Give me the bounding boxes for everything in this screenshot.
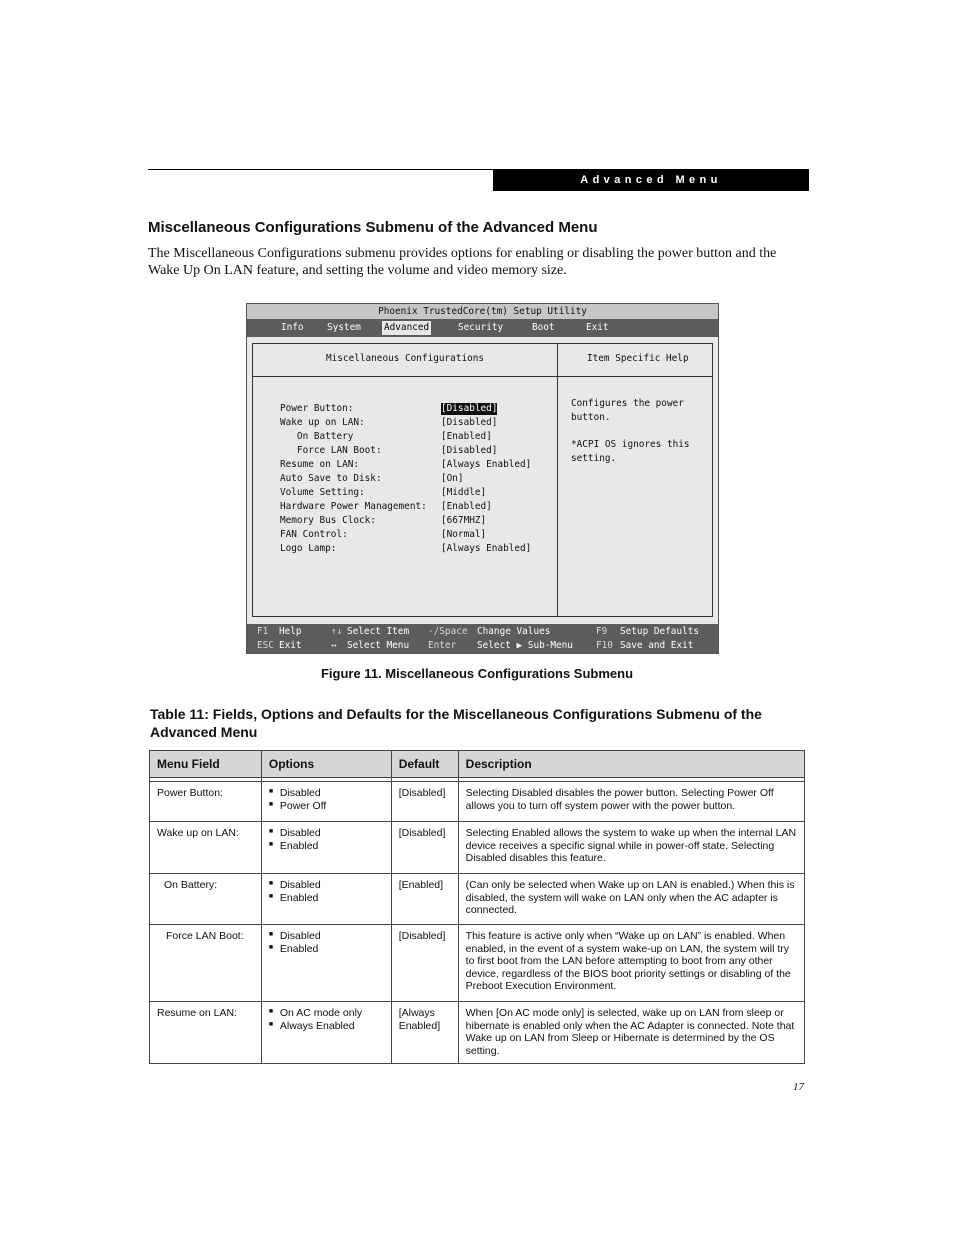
bios-value-resume-on-lan[interactable]: [Always Enabled] [441,459,532,470]
bios-content-frame [252,343,713,617]
cell-options [261,822,391,874]
cell-default: [Enabled] [391,874,458,925]
table-row [150,782,805,822]
key-change-values-label: Change Values [477,626,551,637]
bios-field-auto-save: Auto Save to Disk: [280,473,382,484]
bios-field-volume: Volume Setting: [280,487,365,498]
bios-value-auto-save[interactable]: [On] [441,473,464,484]
key-exit-label: Exit [279,640,302,651]
table-header-row [150,751,805,778]
bios-value-on-battery[interactable]: [Enabled] [441,431,492,442]
bios-tab-info[interactable]: Info [281,322,304,333]
option-item: ■ On AC mode only [269,1007,384,1020]
cell-description: When [On AC mode only] is selected, wake up on LAN from sleep or hibernate is enabled only when the AC Adapter is connected. Note that Wake up on LAN from Sleep or Hibernate is determined by the OS setting. [458,1002,804,1064]
cell-default: [Always Enabled] [391,1002,458,1064]
cell-default: [Disabled] [391,925,458,1002]
col-header-menu-field: Menu Field [150,751,262,778]
cell-field: Force LAN Boot: [150,925,262,1002]
key-esc: ESC [257,640,274,651]
bios-value-force-lan-boot[interactable]: [Disabled] [441,445,498,456]
fields-table [149,750,805,1064]
option-item: ■ Enabled [269,840,384,853]
key-leftright-arrows-icon: ↔ [331,640,337,651]
table-row [150,822,805,874]
bios-field-hw-power-mgmt: Hardware Power Management: [280,501,427,512]
bios-value-wake-up-on-lan[interactable]: [Disabled] [441,417,498,428]
col-header-default: Default [391,751,458,778]
bios-tab-advanced[interactable]: Advanced [384,322,430,333]
cell-options [261,1002,391,1064]
bios-field-memory-bus-clock: Memory Bus Clock: [280,515,376,526]
cell-description: This feature is active only when “Wake up on LAN” is enabled. When enabled, in the event of a system wake-up on LAN, the system will try to first boot from the LAN before attempting to boot from any other device, regardless of the BIOS boot priority settings or disabling of the Preboot Execution Environment. [458,925,804,1002]
bios-value-hw-power-mgmt[interactable]: [Enabled] [441,501,492,512]
cell-description: Selecting Enabled allows the system to wake up when the internal LAN device receives a specific signal while in power-off state. Selecting Disabled disables this feature. [458,822,804,874]
page-number: 17 [793,1081,804,1093]
bios-help-title: Item Specific Help [587,353,689,364]
bios-menu-bar [247,319,718,337]
key-f10: F10 [596,640,613,651]
bios-tab-exit[interactable]: Exit [586,322,609,333]
cell-options [261,782,391,822]
cell-description: (Can only be selected when Wake up on LAN is enabled.) When this is disabled, the system will wake on LAN only when the AC adapter is connected. [458,874,804,925]
bios-value-power-button[interactable]: [Disabled] [441,403,498,414]
option-item: ■ Disabled [269,930,384,943]
option-item: ■ Disabled [269,879,384,892]
bios-help-line: button. [571,412,611,423]
table-row [150,874,805,925]
cell-field: Resume on LAN: [150,1002,262,1064]
option-item: ■ Disabled [269,827,384,840]
key-enter: Enter [428,640,457,651]
bios-field-fan-control: FAN Control: [280,529,348,540]
intro-paragraph [148,245,798,279]
cell-default: [Disabled] [391,782,458,822]
section-heading: Miscellaneous Configurations Submenu of the Advanced Menu [148,219,598,236]
bios-value-logo-lamp[interactable]: [Always Enabled] [441,543,532,554]
bios-tab-system[interactable]: System [327,322,361,333]
bios-panel-title: Miscellaneous Configurations [326,353,485,364]
intro-line-2: Wake Up On LAN feature, and setting the volume and video memory size. [148,263,567,278]
bios-help-line: Configures the power [571,398,684,409]
bios-tab-boot[interactable]: Boot [532,322,555,333]
bios-help-line: setting. [571,453,617,464]
key-select-item-label: Select Item [347,626,410,637]
option-item: ■ Disabled [269,787,384,800]
option-item: ■ Always Enabled [269,1020,384,1033]
key-minus-space: -/Space [428,626,468,637]
key-select-menu-label: Select Menu [347,640,410,651]
bios-divider [557,344,558,616]
bios-divider [253,376,712,377]
cell-field: Wake up on LAN: [150,822,262,874]
bios-value-fan-control[interactable]: [Normal] [441,529,487,540]
bios-tab-security[interactable]: Security [458,322,504,333]
bios-value-volume[interactable]: [Middle] [441,487,487,498]
key-f1: F1 [257,626,269,637]
bios-title: Phoenix TrustedCore(tm) Setup Utility [247,304,718,319]
intro-line-1: The Miscellaneous Configurations submenu provides options for enabling or disabling the power button and the [148,246,777,261]
option-item: ■ Enabled [269,892,384,905]
col-header-description: Description [458,751,804,778]
bios-key-legend [247,624,718,654]
key-f9: F9 [596,626,608,637]
bios-field-resume-on-lan: Resume on LAN: [280,459,360,470]
header-rule [148,169,493,170]
cell-default: [Disabled] [391,822,458,874]
table-caption: Table 11: Fields, Options and Defaults for the Miscellaneous Configurations Submenu of the Advanced Menu [150,706,762,740]
option-item: ■ Power Off [269,800,384,813]
cell-description: Selecting Disabled disables the power button. Selecting Power Off allows you to turn off system power with the power button. [458,782,804,822]
bios-field-on-battery: On Battery [280,431,354,442]
bios-field-force-lan-boot: Force LAN Boot: [280,445,382,456]
bios-value-memory-bus-clock[interactable]: [667MHZ] [441,515,487,526]
key-save-exit-label: Save and Exit [620,640,694,651]
table-row [150,925,805,1002]
table-row [150,1002,805,1064]
cell-options [261,925,391,1002]
col-header-options: Options [261,751,391,778]
cell-options [261,874,391,925]
figure-caption: Figure 11. Miscellaneous Configurations Submenu [320,666,634,681]
section-header: Advanced Menu [493,169,809,191]
cell-field: Power Button: [150,782,262,822]
bios-field-wake-up-on-lan: Wake up on LAN: [280,417,365,428]
bios-field-power-button: Power Button: [280,403,354,414]
cell-field: On Battery: [150,874,262,925]
key-help-label: Help [279,626,302,637]
key-setup-defaults-label: Setup Defaults [620,626,700,637]
option-item: ■ Enabled [269,943,384,956]
bios-field-logo-lamp: Logo Lamp: [280,543,337,554]
bios-screenshot [246,303,719,654]
key-select-submenu-label: Select ▶ Sub-Menu [477,640,573,651]
key-updown-arrows-icon: ↑↓ [331,626,343,637]
bios-help-line: *ACPI OS ignores this [571,439,690,450]
